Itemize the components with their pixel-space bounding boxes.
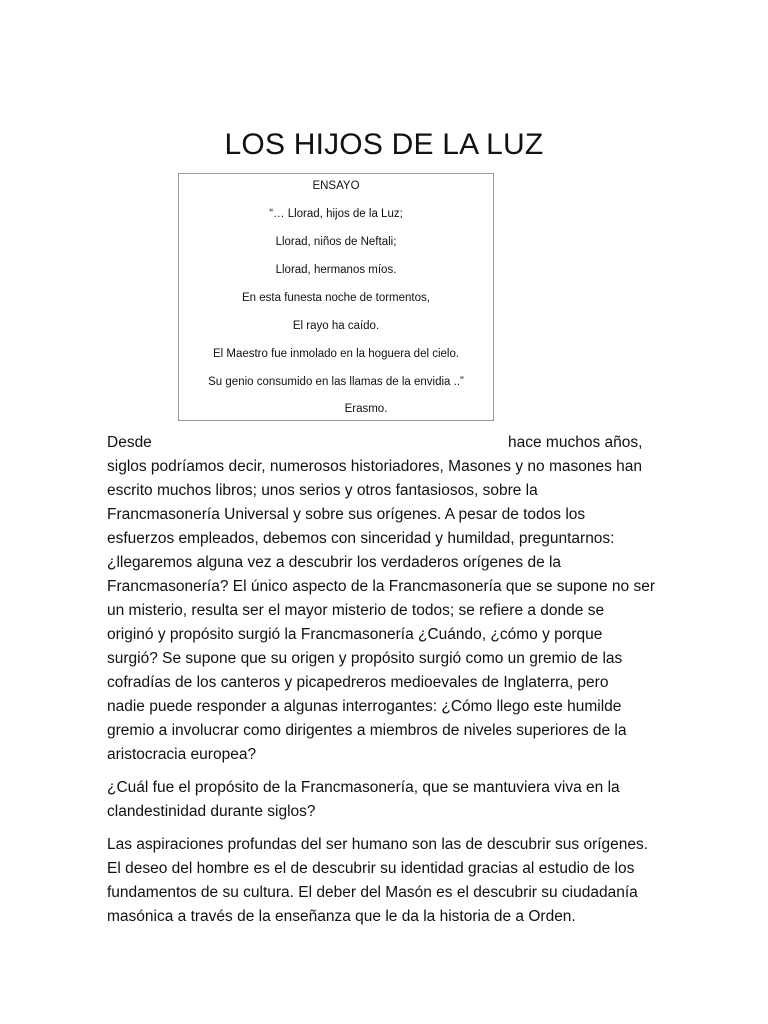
body-line: Francmasonería Universal y sobre sus orígenes. A pesar de todos los xyxy=(107,506,586,523)
epigraph-line: “… Llorad, hijos de la Luz; xyxy=(269,208,403,220)
body-line: Francmasonería? El único aspecto de la Francmasonería que se supone no ser xyxy=(107,578,655,595)
body-line: nadie puede responder a algunas interrogantes: ¿Cómo llego este humilde xyxy=(107,698,622,715)
epigraph-box xyxy=(178,173,494,421)
epigraph-line: El Maestro fue inmolado en la hoguera del cielo. xyxy=(212,348,460,360)
body-first-line-rest: hace muchos años, xyxy=(508,434,643,451)
body-line: aristocracia europea? xyxy=(107,746,257,763)
body-first-word: Desde xyxy=(107,434,152,451)
epigraph-line: Llorad, hermanos míos. xyxy=(275,264,397,276)
document-title: LOS HIJOS DE LA LUZ xyxy=(224,128,544,161)
body-line: originó y propósito surgió la Francmasonería ¿Cuándo, ¿cómo y porque xyxy=(107,626,603,643)
body-line: esfuerzos empleados, debemos con sinceridad y humildad, preguntarnos: xyxy=(107,530,615,547)
body-line: gremio a involucrar como dirigentes a miembros de niveles superiores de la xyxy=(107,722,627,739)
epigraph-line: El rayo ha caído. xyxy=(292,320,380,332)
epigraph-label: ENSAYO xyxy=(312,180,360,192)
body-line: fundamentos de su cultura. El deber del Masón es el descubrir su ciudadanía xyxy=(107,884,638,901)
body-line: cofradías de los canteros y picapedreros medioevales de Inglaterra, pero xyxy=(107,674,609,691)
body-line: ¿llegaremos alguna vez a descubrir los verdaderos orígenes de la xyxy=(107,554,562,571)
body-line: El deseo del hombre es el de descubrir su identidad gracias al estudio de los xyxy=(107,860,635,877)
body-line: escrito muchos libros; unos serios y otros fantasiosos, sobre la xyxy=(107,482,538,499)
body-line: surgió? Se supone que su origen y propósito surgió como un gremio de las xyxy=(107,650,623,667)
body-line: masónica a través de la enseñanza que le da la historia de a Orden. xyxy=(107,908,576,925)
epigraph-line: Llorad, niños de Neftali; xyxy=(275,236,397,248)
body-line: ¿Cuál fue el propósito de la Francmasonería, que se mantuviera viva en la xyxy=(107,779,620,796)
body-line: siglos podríamos decir, numerosos historiadores, Masones y no masones han xyxy=(107,458,643,475)
body-line: Las aspiraciones profundas del ser humano son las de descubrir sus orígenes. xyxy=(107,836,649,853)
body-line: clandestinidad durante siglos? xyxy=(107,803,316,820)
epigraph-line: Su genio consumido en las llamas de la envidia ..” xyxy=(208,376,464,388)
epigraph-line: En esta funesta noche de tormentos, xyxy=(242,292,430,304)
body-line: un misterio, resulta ser el mayor misterio de todos; se refiere a donde se xyxy=(107,602,605,619)
epigraph-author: Erasmo. xyxy=(344,403,388,415)
